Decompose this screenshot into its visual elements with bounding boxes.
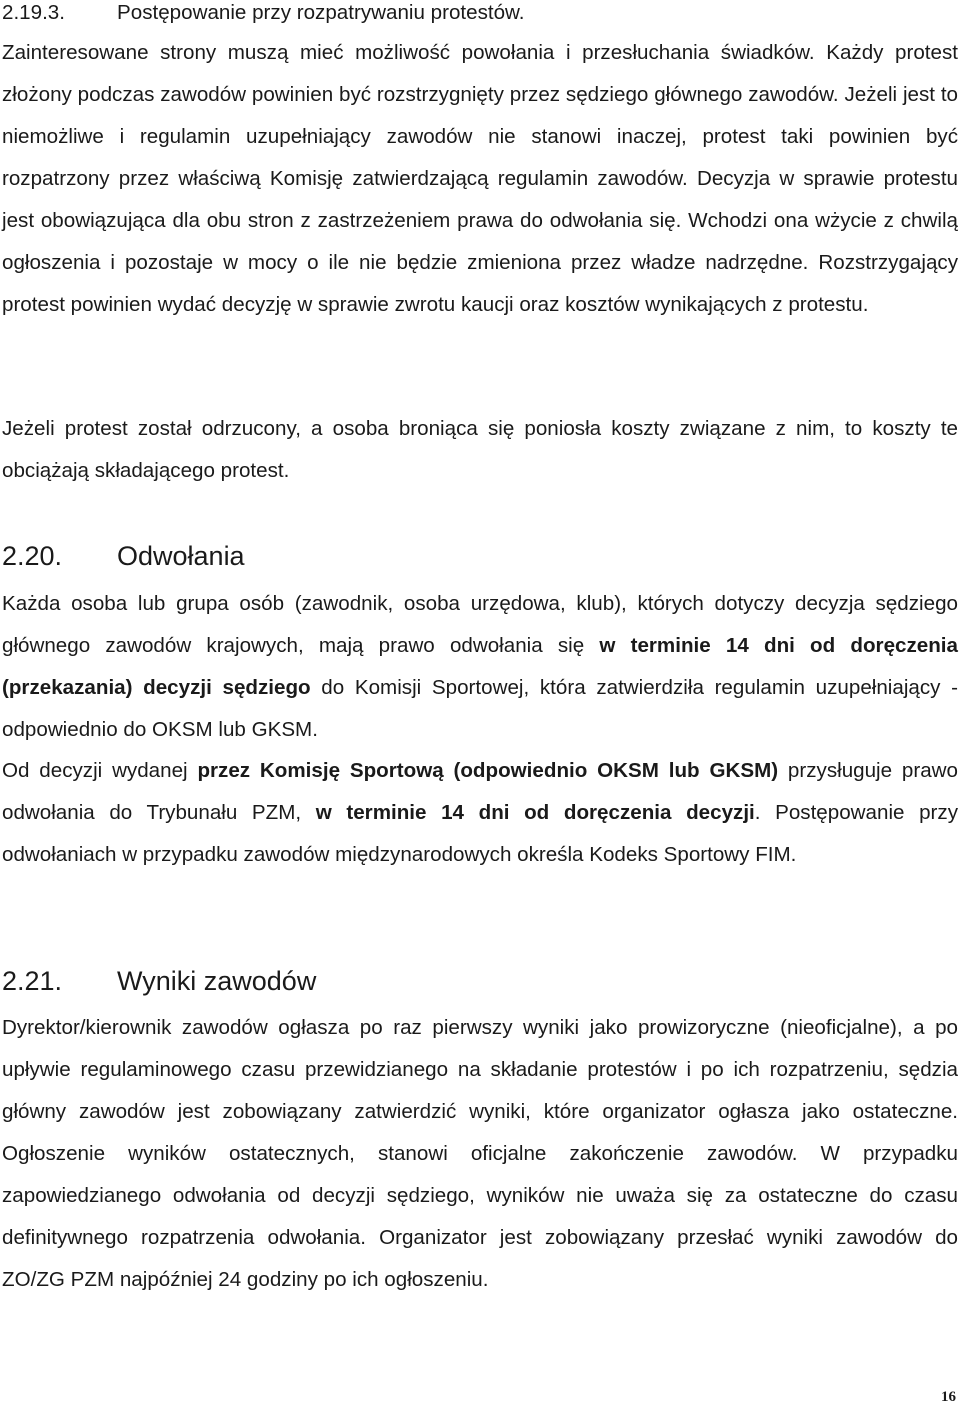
section-2-20-p2-bold-1: przez Komisję Sportową (odpowiednio OKSM lub GKSM) [197, 759, 779, 782]
section-2-20-p2-text-c: przysługuje prawo odwołania do Trybunału PZM, [2, 759, 958, 824]
section-2-20-p2-bold-2: w terminie 14 dni od doręczenia decyzji [315, 801, 755, 824]
section-2-20-p2-text-e: . Postępowanie przy odwołaniach w przypadku zawodów międzynarodowych określa Kodeks Sportowy FIM. [2, 801, 958, 866]
section-2-20-p2-text-a: Od decyzji wydanej [2, 759, 198, 782]
section-2-20-number: 2.20. [2, 541, 63, 571]
section-2-20-p1-text-c: do Komisji Sportowej, która zatwierdziła regulamin uzupełniający - odpowiednio do OKSM lub GKSM. [2, 676, 958, 741]
section-2-21-number: 2.21. [2, 966, 63, 996]
section-2-19-3-title: Postępowanie przy rozpatrywaniu protestów. [117, 1, 525, 24]
section-2-19-3-paragraph-1: Zainteresowane strony muszą mieć możliwość powołania i przesłuchania świadków. Każdy protest złożony podczas zawodów powinien być rozstrzygnięty przez sędziego głównego zawodów. Jeżeli jest to niemożliwe i regulamin uzupełniający zawodów nie stanowi inaczej, protest taki powinien być rozpatrzony przez właściwą Komisję zatwierdzającą regulamin zawodów. Decyzja w sprawie protestu jest obowiązująca dla obu stron z zastrzeżeniem prawa do odwołania się. Wchodzi ona wżycie z chwilą ogłoszenia i pozostaje w mocy o ile nie będzie zmieniona przez władze nadrzędne. Rozstrzygający protest powinien wydać decyzję w sprawie zwrotu kaucji oraz kosztów wynikających z protestu. [2, 41, 958, 316]
section-2-19-3-heading [2, 0, 525, 26]
section-2-21-paragraph-1: Dyrektor/kierownik zawodów ogłasza po raz pierwszy wyniki jako prowizoryczne (nieoficjalne), a po upływie regulaminowego czasu przewidzianego na składanie protestów i po ich rozpatrzeniu, sędzia główny zawodów jest zobowiązany zatwierdzić wyniki, które organizator ogłasza jako ostateczne. Ogłoszenie wyników ostatecznych, stanowi oficjalne zakończenie zawodów. W przypadku zapowiedzianego odwołania od decyzji sędziego, wyników nie uważa się za ostateczne do czasu definitywnego rozpatrzenia odwołania. Organizator jest zobowiązany przesłać wyniki zawodów do ZO/ZG PZM najpóźniej 24 godziny po ich ogłoszeniu. [2, 1016, 958, 1291]
section-2-20-p1-bold: w terminie 14 dni od doręczenia (przekazania) decyzji sędziego [2, 634, 958, 699]
section-2-20-title: Odwołania [117, 541, 245, 571]
section-2-21-heading [2, 965, 316, 997]
section-2-19-3-paragraph-2: Jeżeli protest został odrzucony, a osoba broniąca się poniosła koszty związane z nim, to koszty te obciążają składającego protest. [2, 417, 958, 482]
page-number: 16 [941, 1389, 956, 1405]
section-2-19-3-number: 2.19.3. [2, 1, 65, 24]
section-2-20-p1-text-a: Każda osoba lub grupa osób (zawodnik, osoba urzędowa, klub), których dotyczy decyzja sędziego głównego zawodów krajowych, mają prawo odwołania się [2, 592, 958, 657]
section-2-20-paragraph-2 [2, 750, 958, 876]
section-2-21-title: Wyniki zawodów [117, 966, 317, 996]
section-2-20-paragraph-1 [2, 583, 958, 751]
section-2-20-heading [2, 540, 245, 572]
